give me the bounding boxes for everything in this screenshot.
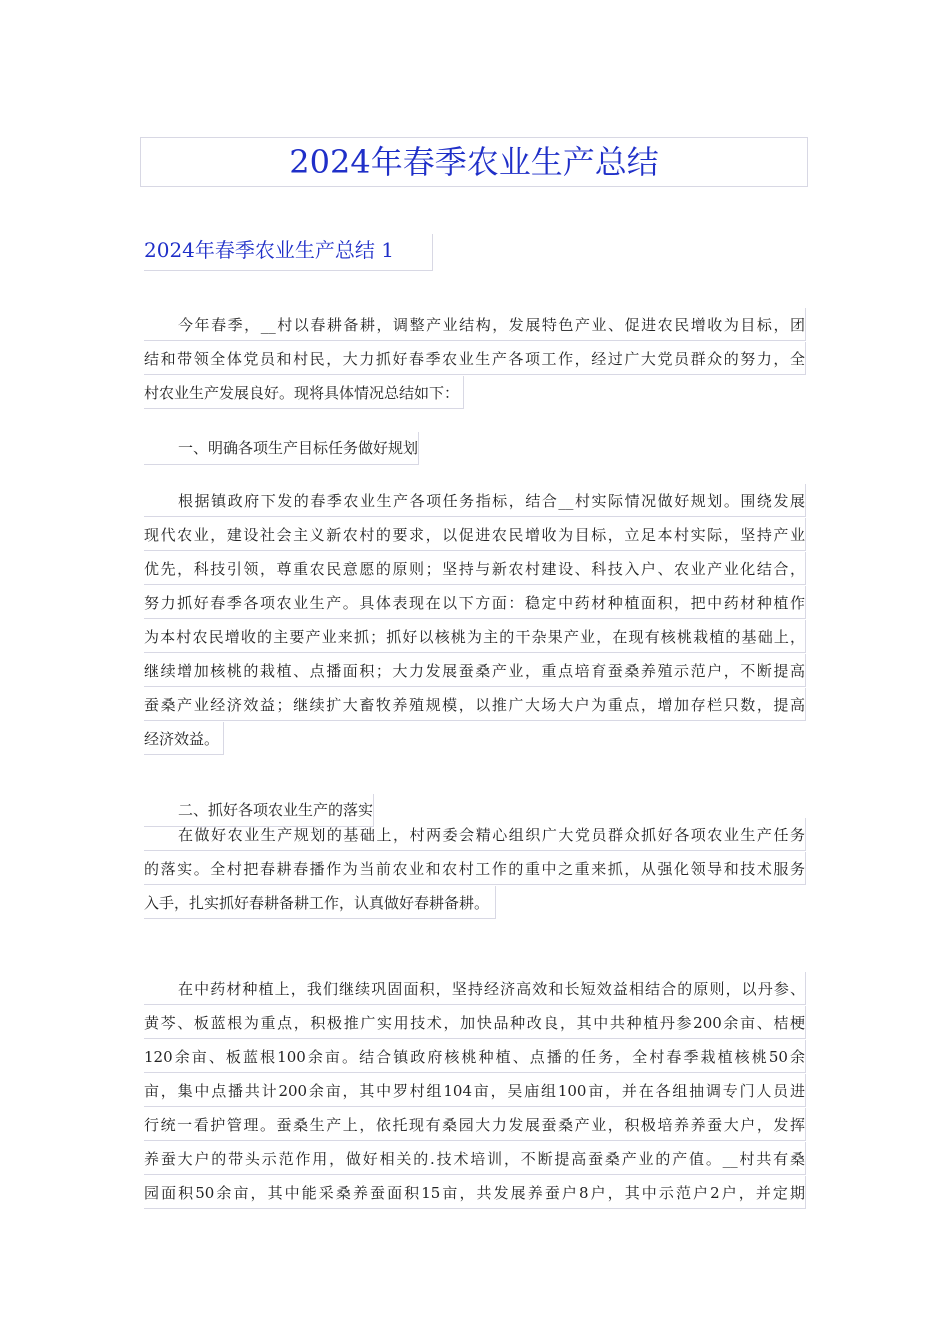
paragraph-line: 经济效益。 <box>144 722 806 756</box>
paragraph-line: 在做好农业生产规划的基础上，村两委会精心组织广大党员群众抓好各项农业生产任务 <box>144 818 806 852</box>
paragraph-line: 黄芩、板蓝根为重点，积极推广实用技术，加快品种改良，其中共种植丹参200余亩、桔梗 <box>144 1006 806 1040</box>
section-subtitle: 2024年春季农业生产总结 1 <box>144 234 433 271</box>
paragraph-line: 根据镇政府下发的春季农业生产各项任务指标，结合__村实际情况做好规划。围绕发展 <box>144 484 806 518</box>
paragraph-line: 为本村农民增收的主要产业来抓；抓好以核桃为主的干杂果产业，在现有核桃栽植的基础上， <box>144 620 806 654</box>
paragraph-line: 现代农业，建设社会主义新农村的要求，以促进农民增收为目标，立足本村实际，坚持产业 <box>144 518 806 552</box>
paragraph-line: 今年春季，__村以春耕备耕，调整产业结构，发展特色产业、促进农民增收为目标，团 <box>144 308 806 342</box>
paragraph-intro <box>144 308 806 410</box>
paragraph-line: 在中药材种植上，我们继续巩固面积，坚持经济高效和长短效益相结合的原则，以丹参、 <box>144 972 806 1006</box>
paragraph-line: 蚕桑产业经济效益；继续扩大畜牧养殖规模，以推广大场大户为重点，增加存栏只数，提高 <box>144 688 806 722</box>
paragraph-line: 结和带领全体党员和村民，大力抓好春季农业生产各项工作，经过广大党员群众的努力，全 <box>144 342 806 376</box>
paragraph-implementation <box>144 818 806 920</box>
paragraph-line: 的落实。全村把春耕春播作为当前农业和农村工作的重中之重来抓，从强化领导和技术服务 <box>144 852 806 886</box>
heading-2: 二、抓好各项农业生产的落实 <box>144 794 374 827</box>
paragraph-line: 120余亩、板蓝根100余亩。结合镇政府核桃种植、点播的任务，全村春季栽植核桃50余 <box>144 1040 806 1074</box>
paragraph-line: 入手，扎实抓好春耕备耕工作，认真做好春耕备耕。 <box>144 886 806 920</box>
paragraph-line: 园面积50余亩，其中能采桑养蚕面积15亩，共发展养蚕户8户，其中示范户2户，并定期 <box>144 1176 806 1210</box>
paragraph-line: 村农业生产发展良好。现将具体情况总结如下： <box>144 376 806 410</box>
document-title: 2024年春季农业生产总结 <box>140 137 808 187</box>
paragraph-planning <box>144 484 806 756</box>
paragraph-line: 养蚕大户的带头示范作用，做好相关的.技术培训，不断提高蚕桑产业的产值。__村共有桑 <box>144 1142 806 1176</box>
paragraph-line: 努力抓好春季各项农业生产。具体表现在以下方面：稳定中药材种植面积，把中药材种植作 <box>144 586 806 620</box>
heading-1: 一、明确各项生产目标任务做好规划 <box>144 432 419 465</box>
paragraph-line: 继续增加核桃的栽植、点播面积；大力发展蚕桑产业，重点培育蚕桑养殖示范户，不断提高 <box>144 654 806 688</box>
paragraph-line: 亩，集中点播共计200余亩，其中罗村组104亩，吴庙组100亩，并在各组抽调专门人员进 <box>144 1074 806 1108</box>
paragraph-line: 优先，科技引领，尊重农民意愿的原则；坚持与新农村建设、科技入户、农业产业化结合， <box>144 552 806 586</box>
paragraph-crops <box>144 972 806 1210</box>
paragraph-line: 行统一看护管理。蚕桑生产上，依托现有桑园大力发展蚕桑产业，积极培养养蚕大户，发挥 <box>144 1108 806 1142</box>
